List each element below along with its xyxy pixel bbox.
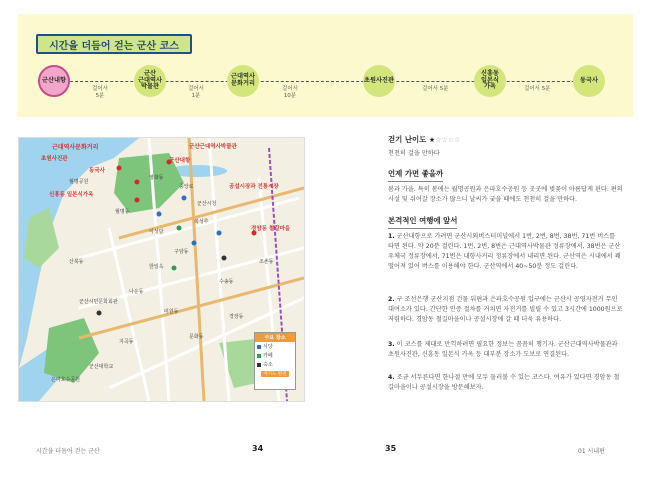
stop-label: 초원사진관 xyxy=(364,76,394,84)
legend-swatch xyxy=(257,363,261,367)
map-label: 나운동 xyxy=(129,289,144,295)
stop-history-museum[interactable] xyxy=(134,65,166,97)
map-label: 중앙로 xyxy=(179,184,194,190)
legend-item xyxy=(255,360,295,369)
stop-label: 군산 근대역사 박물관 xyxy=(138,69,162,91)
difficulty-stars xyxy=(429,136,460,144)
map-label: 근대역사문화거리 xyxy=(52,144,99,151)
legend-label: 카페 xyxy=(263,353,273,359)
season-heading-text: 언제 가면 좋을까 xyxy=(388,168,443,182)
map-label: 군산근대역사박물관 xyxy=(189,144,237,150)
leg-text: 걸어서 5분 xyxy=(524,86,551,92)
tip-text: 구 조선은행 군산지점 건물 뒤편과 은파호수공원 입구에는 군산시 공영자전거 무인대여소가 있다. 간단한 인증 절차를 거치면 자전거를 빌릴 수 있고 3시간에 1000원으로 저렴하다. 경암동 철길마을이나 공설시장에 갈 때 더욱 유용하다. xyxy=(388,296,623,323)
map-label: 영화동 xyxy=(149,175,164,181)
leg-text: 걸어서 xyxy=(282,86,298,92)
before-heading xyxy=(388,215,623,229)
map-label: 미원동 xyxy=(164,309,179,315)
park-eunpa xyxy=(44,318,99,383)
map-label: 초원사진관 xyxy=(41,156,68,162)
stop-dongguksa[interactable] xyxy=(573,65,605,97)
course-title: 시간을 더듬어 걷는 군산 코스 xyxy=(36,34,192,54)
map-label: 군산내항 xyxy=(169,158,191,164)
map-legend xyxy=(254,332,296,390)
tip-text: 이 코스를 제대로 만끽하려면 필요한 정보는 꼼꼼히 챙기자. 군산근대역사박물관과 초원사진관, 신흥동 일본식 가옥 등 대부분 장소가 도보로 연결된다. xyxy=(388,341,618,358)
map-label: 월명공원 xyxy=(69,179,89,185)
before-trip-section xyxy=(388,215,623,272)
star-filled-icon: ★ xyxy=(428,136,436,144)
map-label: 지곡동 xyxy=(119,339,134,345)
difficulty-heading-text: 걷기 난이도 xyxy=(388,135,427,144)
difficulty-section xyxy=(388,134,623,159)
legend-swatch xyxy=(257,345,261,349)
map-label: 이성당 xyxy=(149,229,164,235)
tip-number: 2. xyxy=(388,296,395,303)
legend-label: 숙소 xyxy=(263,362,273,368)
map-label: 군산시민문화회관 xyxy=(79,299,118,305)
legend-extra-badge: 여기도 한번 xyxy=(261,371,289,377)
stop-culture-street[interactable] xyxy=(227,65,259,97)
map-label: 군산대학교 xyxy=(89,364,114,370)
legend-item xyxy=(255,342,295,351)
map-label: 월명동 xyxy=(115,209,130,215)
footer-left-text: 시간을 더듬어 걷는 군산 xyxy=(36,448,100,455)
leg-time: 10분 xyxy=(283,93,297,100)
legend-label: 식당 xyxy=(263,344,273,350)
leg-5 xyxy=(522,86,553,93)
footer-right-text: 01 시내편 xyxy=(578,448,605,455)
tip-block-4 xyxy=(388,370,623,393)
tip-text: 조금 서두른다면 한나절 만에 모두 둘러볼 수 있는 코스다. 여유가 있다면 경암동 철길마을이나 공설시장을 방문해보자. xyxy=(388,374,620,391)
page-number-left: 34 xyxy=(252,444,264,453)
stop-label: 신흥동 일본식 가옥 xyxy=(481,69,499,91)
leg-time: 5분 xyxy=(95,93,105,100)
stop-label: 동국사 xyxy=(580,76,598,84)
map-label: 공설시장과 전통시장 xyxy=(229,184,279,190)
tip-block-2 xyxy=(388,292,623,325)
map-label: 수송동 xyxy=(219,279,234,285)
star-empty-icon: ☆☆☆☆ xyxy=(435,136,461,144)
tip-item xyxy=(388,232,623,272)
map-label: 산북동 xyxy=(69,259,84,265)
map-label: 한일옥 xyxy=(149,264,164,270)
map-label: 동국사 xyxy=(89,168,105,174)
map-label: 문화동 xyxy=(189,334,204,340)
tip-number: 3. xyxy=(388,341,395,348)
tip-block-3 xyxy=(388,337,623,360)
leg-4 xyxy=(420,86,451,93)
season-heading xyxy=(388,168,623,182)
tip-number: 4. xyxy=(388,374,395,381)
stop-gunsan-port[interactable] xyxy=(38,65,70,97)
tip-item xyxy=(388,373,623,393)
tip-number: 1. xyxy=(388,232,395,240)
stop-label: 근대역사 문화거리 xyxy=(231,73,255,87)
map-label: 구암동 xyxy=(174,249,189,255)
map-label: 군산시청 xyxy=(197,201,217,207)
season-section xyxy=(388,168,623,205)
season-text: 봄과 가을. 특히 봄에는 월명공원과 은파호수공원 등 곳곳에 벚꽃이 아름답게 핀다. 편의시설 및 쉬어갈 장소가 많으니 날씨가 궂을 때에도 천천히 걸을 만하다. xyxy=(388,185,623,203)
map-label: 복성루 xyxy=(194,219,209,225)
leg-text: 걸어서 xyxy=(92,86,108,92)
legend-swatch xyxy=(257,354,261,358)
before-heading-text: 본격적인 여행에 앞서 xyxy=(388,215,457,229)
map-label: 경암동 철길마을 xyxy=(251,226,291,232)
leg-1 xyxy=(90,86,110,101)
page-number-right: 35 xyxy=(385,444,397,453)
tip-item xyxy=(388,295,623,325)
tip-item xyxy=(388,340,623,360)
map-label: 경장동 xyxy=(229,314,244,320)
map-label: 은파호수공원 xyxy=(51,377,80,383)
leg-2 xyxy=(186,86,206,101)
map-label: 신흥동 일본식가옥 xyxy=(49,192,94,198)
legend-item xyxy=(255,351,295,360)
difficulty-heading xyxy=(388,134,623,146)
legend-title: 주요 장소 xyxy=(255,333,295,342)
leg-3 xyxy=(280,86,300,101)
leg-text: 걸어서 xyxy=(188,86,204,92)
difficulty-text: 천천히 걸을 만하다 xyxy=(388,150,440,158)
route-header-band xyxy=(18,14,633,117)
stop-chowon-studio[interactable] xyxy=(363,65,395,97)
tip-text: 군산내항으로 가려면 군산시외버스터미널에서 1번, 2번, 8번, 38번, 71번 버스를 타면 된다. 약 20분 걸린다. 1번, 2번, 8번은 근대역사박물관 정류장에서, 38번은 군산우체국 정류장에서, 71번은 내항사거리 정류장에서 내리면 된다. 군산역은 시내에서 꽤 떨어져 있어 버스를 이용해야 한다. 군산역에서 40~50분 정도 걸린다. xyxy=(388,232,621,270)
stop-japanese-house[interactable] xyxy=(474,65,506,97)
stop-label: 군산내항 xyxy=(42,76,66,84)
leg-time: 1분 xyxy=(191,93,201,100)
leg-text: 걸어서 5분 xyxy=(422,86,449,92)
map-label: 조촌동 xyxy=(259,259,274,265)
